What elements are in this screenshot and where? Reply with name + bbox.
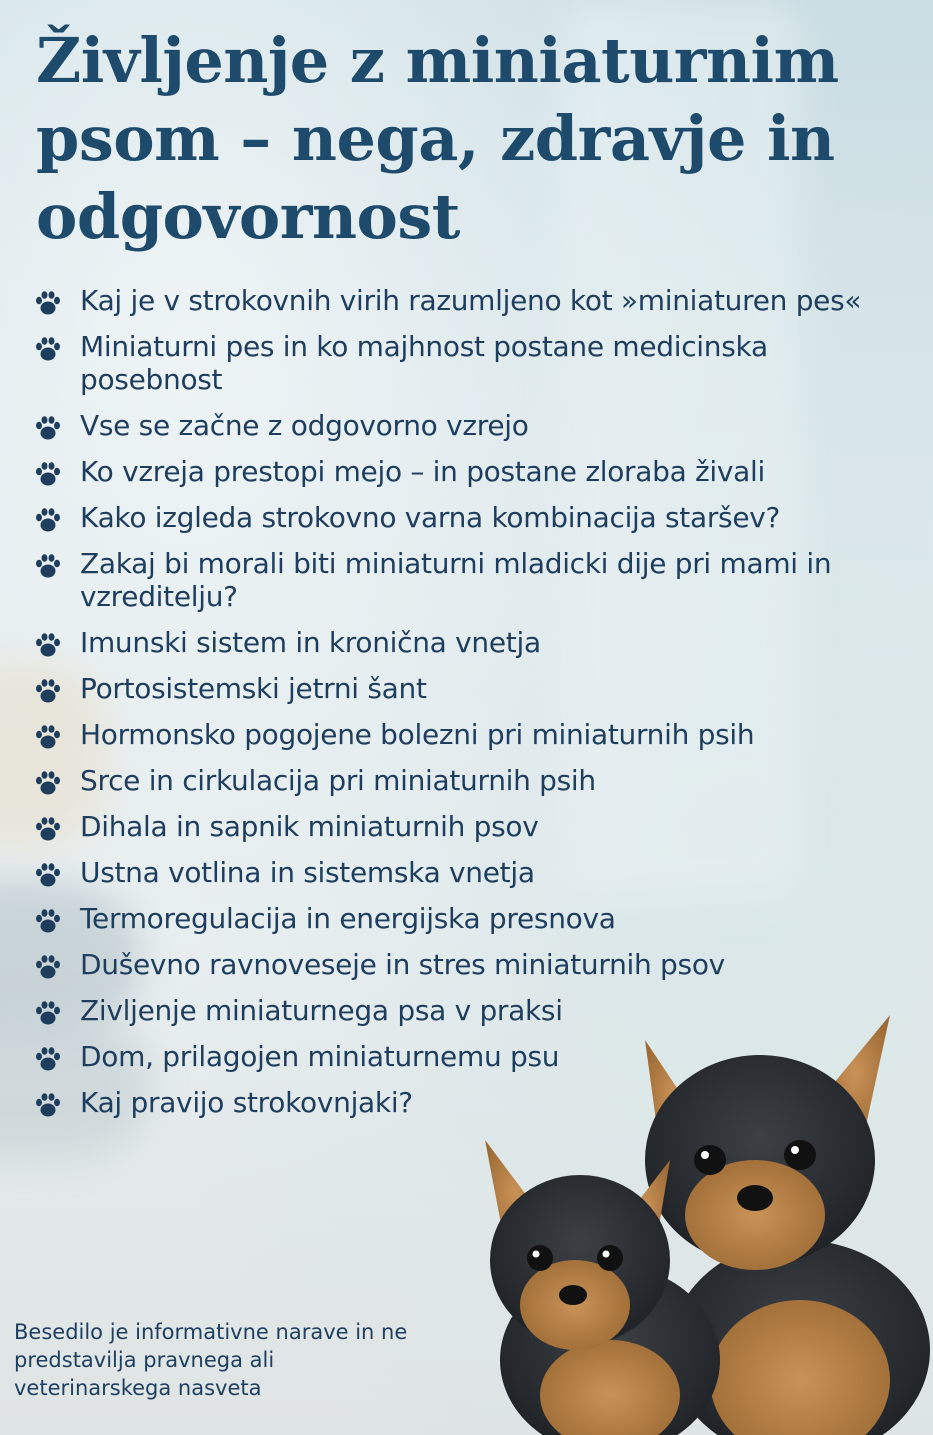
- paw-icon: [34, 460, 62, 488]
- topic-label: Miniaturni pes in ko majhnost postane medicinska posebnost: [80, 330, 768, 396]
- paw-icon: [34, 907, 62, 935]
- topic-label: Termoregulacija in energijska presnova: [80, 902, 616, 935]
- topic-label: Kako izgleda strokovno varna kombinacija staršev?: [80, 501, 781, 534]
- list-item: [34, 501, 894, 534]
- paw-icon: [34, 1045, 62, 1073]
- list-item: [34, 626, 894, 659]
- paw-icon: [34, 723, 62, 751]
- list-item: [34, 330, 894, 396]
- topic-label: Srce in cirkulacija pri miniaturnih psih: [80, 764, 596, 797]
- paw-icon: [34, 953, 62, 981]
- paw-icon: [34, 335, 62, 363]
- topic-label: Ustna votlina in sistemska vnetja: [80, 856, 535, 889]
- topic-label: Zakaj bi morali biti miniaturni mladicki dije pri mami in vzreditelju?: [80, 547, 832, 613]
- topic-label: Kaj je v strokovnih virih razumljeno kot »miniaturen pes«: [80, 284, 862, 317]
- topic-label: Imunski sistem in kronična vnetja: [80, 626, 541, 659]
- paw-icon: [34, 815, 62, 843]
- puppies-illustration: [470, 1000, 933, 1435]
- paw-icon: [34, 414, 62, 442]
- topic-label: Vse se začne z odgovorno vzrejo: [80, 409, 529, 442]
- list-item: [34, 455, 894, 488]
- paw-icon: [34, 552, 62, 580]
- topic-label: Hormonsko pogojene bolezni pri miniaturnih psih: [80, 718, 755, 751]
- topic-label: Kaj pravijo strokovnjaki?: [80, 1086, 413, 1119]
- list-item: [34, 902, 894, 935]
- list-item: [34, 284, 894, 317]
- paw-icon: [34, 1091, 62, 1119]
- paw-icon: [34, 999, 62, 1027]
- list-item: [34, 948, 894, 981]
- paw-icon: [34, 506, 62, 534]
- list-item: [34, 672, 894, 705]
- page-title: Življenje z miniaturnim psom – nega, zdravje in odgovornost: [36, 24, 839, 253]
- topic-label: Duševno ravnoveseje in stres miniaturnih psov: [80, 948, 725, 981]
- list-item: [34, 718, 894, 751]
- topic-label: Dom, prilagojen miniaturnemu psu: [80, 1040, 560, 1073]
- topic-label: Dihala in sapnik miniaturnih psov: [80, 810, 539, 843]
- paw-icon: [34, 769, 62, 797]
- topic-label: Zivljenje miniaturnega psa v praksi: [80, 994, 563, 1027]
- paw-icon: [34, 861, 62, 889]
- list-item: [34, 764, 894, 797]
- list-item: [34, 856, 894, 889]
- paw-icon: [34, 631, 62, 659]
- topic-label: Portosistemski jetrni šant: [80, 672, 427, 705]
- list-item: [34, 409, 894, 442]
- list-item: [34, 810, 894, 843]
- paw-icon: [34, 289, 62, 317]
- paw-icon: [34, 677, 62, 705]
- topic-label: Ko vzreja prestopi mejo – in postane zloraba živali: [80, 455, 765, 488]
- list-item: [34, 547, 894, 613]
- disclaimer-text: Besedilo je informativne narave in ne predstavilja pravnega ali veterinarskega nasveta: [14, 1320, 408, 1400]
